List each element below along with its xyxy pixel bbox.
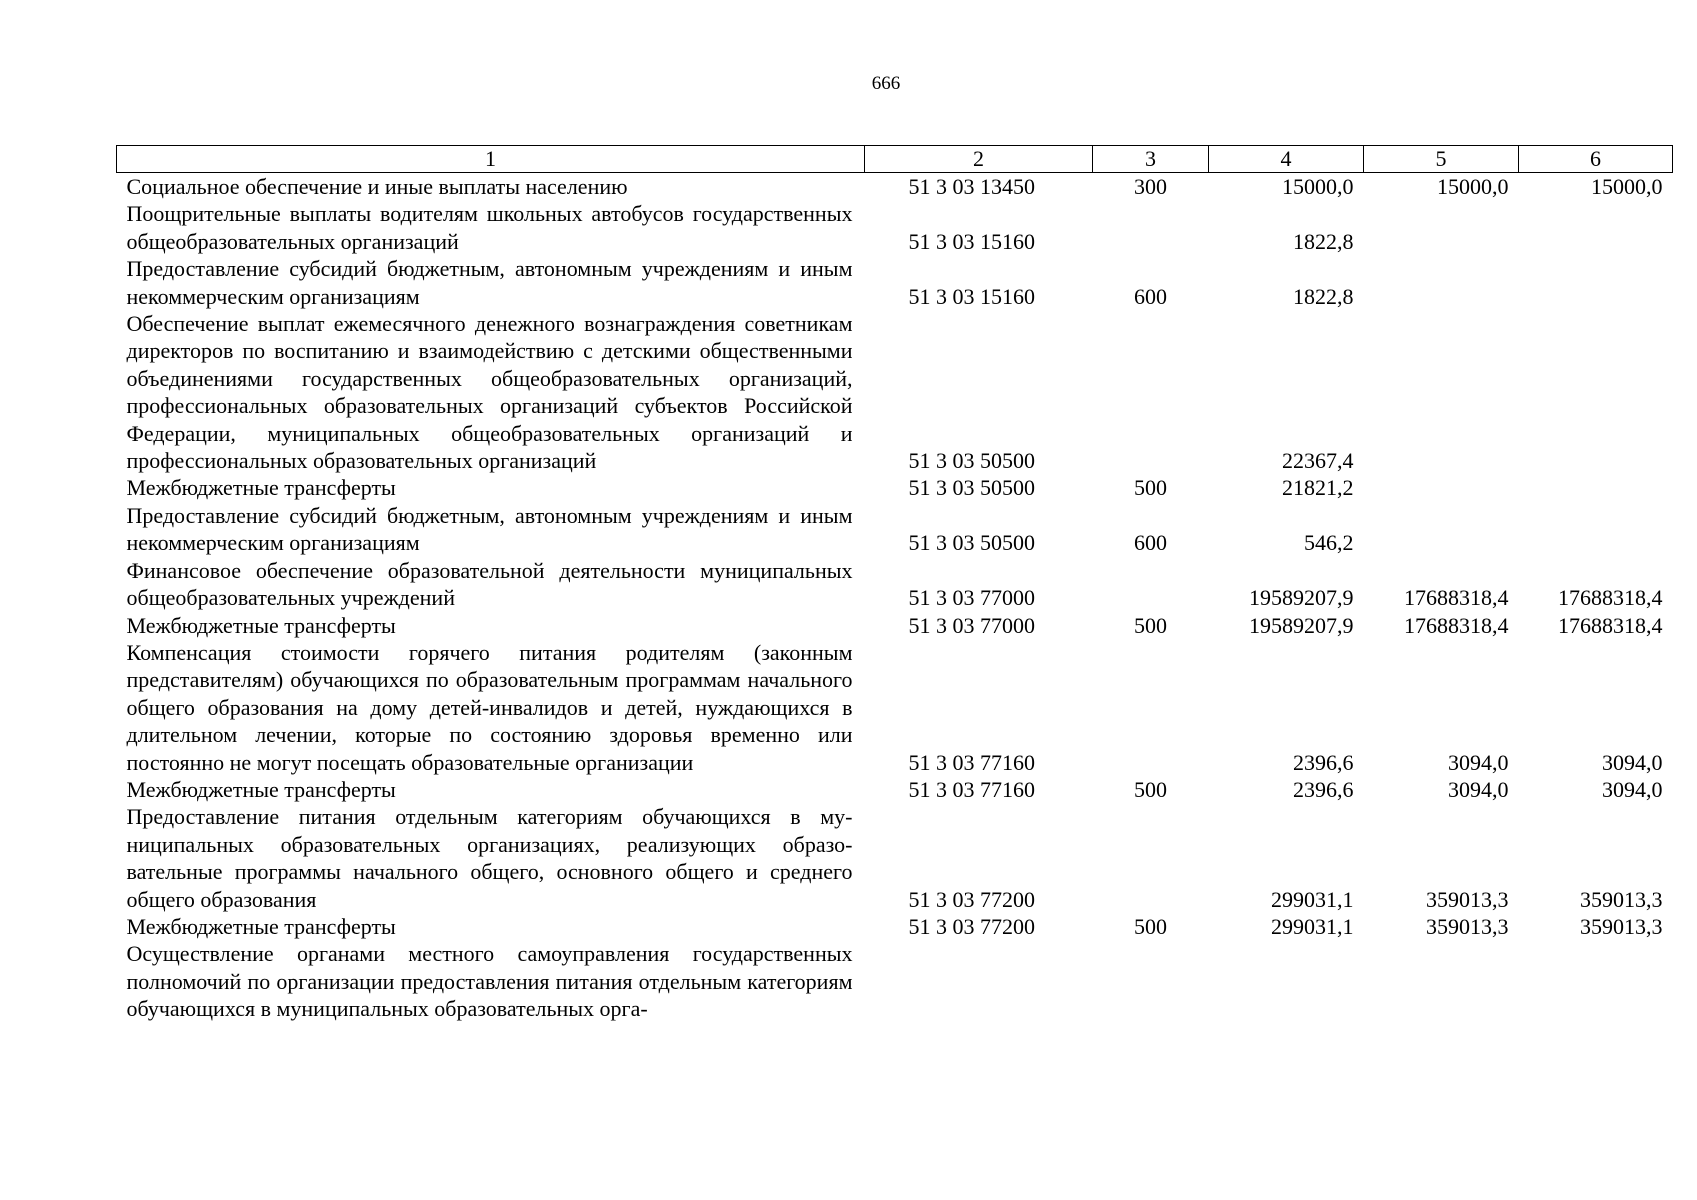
table-row [117,803,1673,913]
table-row [117,913,1673,940]
row-target-code: 51 3 03 77000 [908,612,1035,638]
row-amount-col4: 299031,1 [1271,886,1354,912]
row-name: Предоставление субсидий бюджетным, автономным учреждениям и иным некоммерческим организациям [126,256,853,309]
row-amount-col5: 3094,0 [1448,749,1509,775]
row-name: Межбюджетные трансферты [126,913,396,939]
row-target-code: 51 3 03 77160 [908,749,1035,775]
row-amount-col5 [1364,200,1519,255]
row-expense-type [1093,200,1209,255]
table-row [117,557,1673,612]
page-number: 666 [871,73,901,94]
row-name: Обеспечение выплат ежемесячного денежного вознаграждения советникам директоров по воспитанию и взаимодействию с детскими общественными объединениями государственных общеобразовательных организаций, профессиональных образовательных организаций субъектов Российской Федерации, муниципальных общеобразовательных организаций и профессиональных образовательных организаций [126,311,853,474]
row-amount-col6 [1519,200,1673,255]
row-amount-col4 [1209,940,1364,1022]
row-name: Межбюджетные трансферты [126,776,396,802]
row-amount-col6: 15000,0 [1591,174,1663,199]
row-amount-col6 [1519,255,1673,310]
row-amount-col4: 299031,1 [1271,913,1354,939]
row-expense-type [1093,639,1209,776]
row-target-code: 51 3 03 77160 [908,776,1035,802]
row-amount-col6 [1519,474,1673,501]
row-amount-col5 [1364,502,1519,557]
row-amount-col6 [1519,502,1673,557]
row-name: Социальное обеспечение и иные выплаты населению [126,174,628,199]
row-amount-col6: 3094,0 [1602,749,1663,775]
row-amount-col6: 17688318,4 [1558,612,1663,638]
row-target-code: 51 3 03 77200 [908,913,1035,939]
row-expense-type [1093,557,1209,612]
table-row [117,776,1673,803]
row-name: Осуществление органами местного самоуправления государственных полномочий по организации предоставления питания отдельным категориям обучающихся в муниципальных образовательных орга- [126,941,853,1022]
row-expense-type [1093,940,1209,1022]
row-expense-type [1093,803,1209,913]
table-row [117,255,1673,310]
row-expense-type: 500 [1134,913,1167,939]
row-target-code: 51 3 03 13450 [908,174,1035,199]
row-amount-col6: 359013,3 [1580,886,1663,912]
table-row [117,310,1673,474]
row-target-code: 51 3 03 77000 [908,585,1035,611]
table-row [117,173,1673,201]
row-target-code [865,940,1093,1022]
row-amount-col6: 17688318,4 [1558,585,1663,611]
row-target-code: 51 3 03 50500 [908,448,1035,474]
row-expense-type: 300 [1134,174,1167,199]
row-expense-type: 500 [1134,475,1167,501]
row-amount-col6: 3094,0 [1602,776,1663,802]
row-target-code: 51 3 03 77200 [908,886,1035,912]
row-amount-col5 [1364,255,1519,310]
row-amount-col5: 359013,3 [1426,886,1509,912]
table-row [117,639,1673,776]
column-header-6: 6 [1519,146,1673,173]
column-header-4: 4 [1209,146,1364,173]
table-row [117,612,1673,639]
header-row [117,146,1673,173]
table-row [117,200,1673,255]
column-header-5: 5 [1364,146,1519,173]
row-target-code: 51 3 03 15160 [908,283,1035,309]
row-amount-col4: 1822,8 [1293,283,1354,309]
table-row [117,940,1673,1022]
row-amount-col4: 546,2 [1304,530,1354,556]
row-amount-col4: 2396,6 [1293,776,1354,802]
table-body [117,173,1673,1023]
row-name: Финансовое обеспечение образовательной деятельности муниципальных общеобразовательных учреждений [126,557,853,611]
row-amount-col5: 359013,3 [1426,913,1509,939]
row-amount-col5: 3094,0 [1448,776,1509,802]
row-amount-col6 [1519,940,1673,1022]
row-amount-col4: 22367,4 [1282,448,1354,474]
row-name: Предоставление субсидий бюджетным, автономным учреждениям и иным некоммерческим организациям [126,502,853,556]
row-amount-col4: 19589207,9 [1249,585,1354,611]
row-amount-col4: 1822,8 [1293,228,1354,254]
row-name: Межбюджетные трансферты [126,475,396,501]
row-amount-col5: 15000,0 [1437,174,1509,199]
table-row [117,474,1673,501]
row-name: Поощрительные выплаты водителям школьных автобусов государственных общеобразовательных организаций [126,201,853,254]
column-header-2: 2 [865,146,1093,173]
row-expense-type [1093,310,1209,474]
row-amount-col6 [1519,310,1673,474]
row-expense-type: 500 [1134,776,1167,802]
row-expense-type: 500 [1134,612,1167,638]
row-amount-col5: 17688318,4 [1404,585,1509,611]
row-amount-col4: 2396,6 [1293,749,1354,775]
row-name: Предоставление питания отдельным категориям обучающихся в муниципальных образовательных организациях, реализующих образовательные программы начального общего, основного общего и среднего общего образования [126,804,853,912]
row-name: Компенсация стоимости горячего питания родителям (законным представителям) обучающихся по образовательным программам начального общего образования на дому детей-инвалидов и детей, нуждающихся в длительном лечении, которые по состоянию здоровья временно или постоянно не могут посещать образовательные организации [126,639,853,775]
row-target-code: 51 3 03 15160 [908,228,1035,254]
row-target-code: 51 3 03 50500 [908,530,1035,556]
table-header [117,146,1673,173]
table-row [117,502,1673,557]
row-amount-col4: 21821,2 [1282,475,1354,501]
row-amount-col5: 17688318,4 [1404,612,1509,638]
row-amount-col5 [1364,940,1519,1022]
row-amount-col4: 19589207,9 [1249,612,1354,638]
column-header-3: 3 [1093,146,1209,173]
row-amount-col5 [1364,310,1519,474]
budget-table [116,145,1673,1023]
row-amount-col4: 15000,0 [1282,174,1354,199]
row-expense-type: 600 [1134,530,1167,556]
row-amount-col6: 359013,3 [1580,913,1663,939]
row-target-code: 51 3 03 50500 [908,475,1035,501]
row-name: Межбюджетные трансферты [126,612,396,638]
row-expense-type: 600 [1134,283,1167,309]
row-amount-col5 [1364,474,1519,501]
column-header-1: 1 [117,146,865,173]
